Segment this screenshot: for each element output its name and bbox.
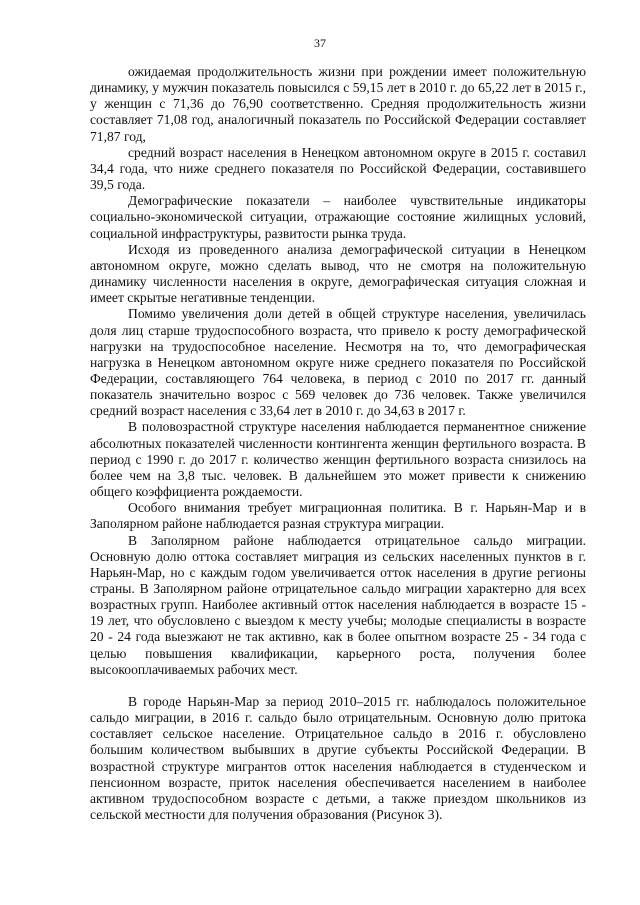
paragraph-naryan-mar-migration: В городе Нарьян-Мар за период 2010–2015 гг. наблюдалось положительное сальдо миграции, в 2016 г. сальдо было отрицательным. Основную долю притока составляет сельское население. Отрицательное сальдо в 2016 г. обусловлено большим количеством выбывших в другие субъекты Российской Федерации. В возрастной структуре мигрантов отток населения наблюдается в студенческом и пенсионном возрасте, приток населения обеспечивается населением в наиболее активном трудоспособном возрасте с детьми, а также приездом школьников из сельской местности для получения образования (Рисунок 3). — [90, 693, 586, 823]
document-body — [90, 64, 586, 823]
paragraph-migration-policy: Особого внимания требует миграционная политика. В г. Нарьян-Мар и в Заполярном районе наблюдается разная структура миграции. — [90, 500, 586, 532]
paragraph-zapolyarny-migration: В Заполярном районе наблюдается отрицательное сальдо миграции. Основную долю оттока составляет миграция из сельских населенных пунктов в г. Нарьян-Мар, но с каждым годом увеличивается отток населения в другие регионы страны. В Заполярном районе отрицательное сальдо миграции характерно для всех возрастных групп. Наиболее активный отток населения наблюдается в возрасте 15 - 19 лет, что обусловлено с выездом к месту учебы; молодые специалисты в возрасте 20 - 24 года выезжают не так активно, как в более опытном возрасте 25 - 34 года с целью повышения квалификации, карьерного роста, получения более высокооплачиваемых рабочих мест. — [90, 532, 586, 677]
paragraph-demographic-load: Помимо увеличения доли детей в общей структуре населения, увеличилась доля лиц старше трудоспособного возраста, что привело к росту демографической нагрузки на трудоспособное население. Несмотря на то, что демографическая нагрузка в Ненецком автономном округе ниже среднего показателя по Российской Федерации, составляющего 764 человека, в период с 2010 по 2017 гг. данный показатель значительно возрос с 569 человек до 736 человек. Также увеличился средний возраст населения с 33,64 лет в 2010 г. до 34,63 в 2017 г. — [90, 306, 586, 419]
page-number: 37 — [314, 36, 326, 50]
paragraph-fertile-women: В половозрастной структуре населения наблюдается перманентное снижение абсолютных показателей численности контингента женщин фертильного возраста. В период с 1990 г. до 2017 г. количество женщин фертильного возраста снизилось на более чем на 3,8 тыс. человек. В дальнейшем это может привести к снижению общего коэффициента рождаемости. — [90, 419, 586, 500]
paragraph-demographic-indicators: Демографические показатели – наиболее чувствительные индикаторы социально-экономической ситуации, отражающие состояние жилищных условий, социальной инфраструктуры, развитости рынка труда. — [90, 193, 586, 241]
paragraph-life-expectancy: ожидаемая продолжительность жизни при рождении имеет положительную динамику, у мужчин показатель повысился с 59,15 лет в 2010 г. до 65,22 лет в 2015 г., у женщин с 71,36 до 76,90 соответственно. Средняя продолжительность жизни составляет 71,08 год, аналогичный показатель по Российской Федерации составляет 71,87 год, — [90, 64, 586, 144]
paragraph-analysis-conclusion: Исходя из проведенного анализа демографической ситуации в Ненецком автономном округе, можно сделать вывод, что не смотря на положительную динамику численности населения в округе, демографическая ситуация сложная и имеет скрытые негативные тенденции. — [90, 241, 586, 306]
paragraph-average-age: средний возраст населения в Ненецком автономном округе в 2015 г. составил 34,4 года, что ниже среднего показателя по Российской Федерации, составившего 39,5 года. — [90, 144, 586, 193]
